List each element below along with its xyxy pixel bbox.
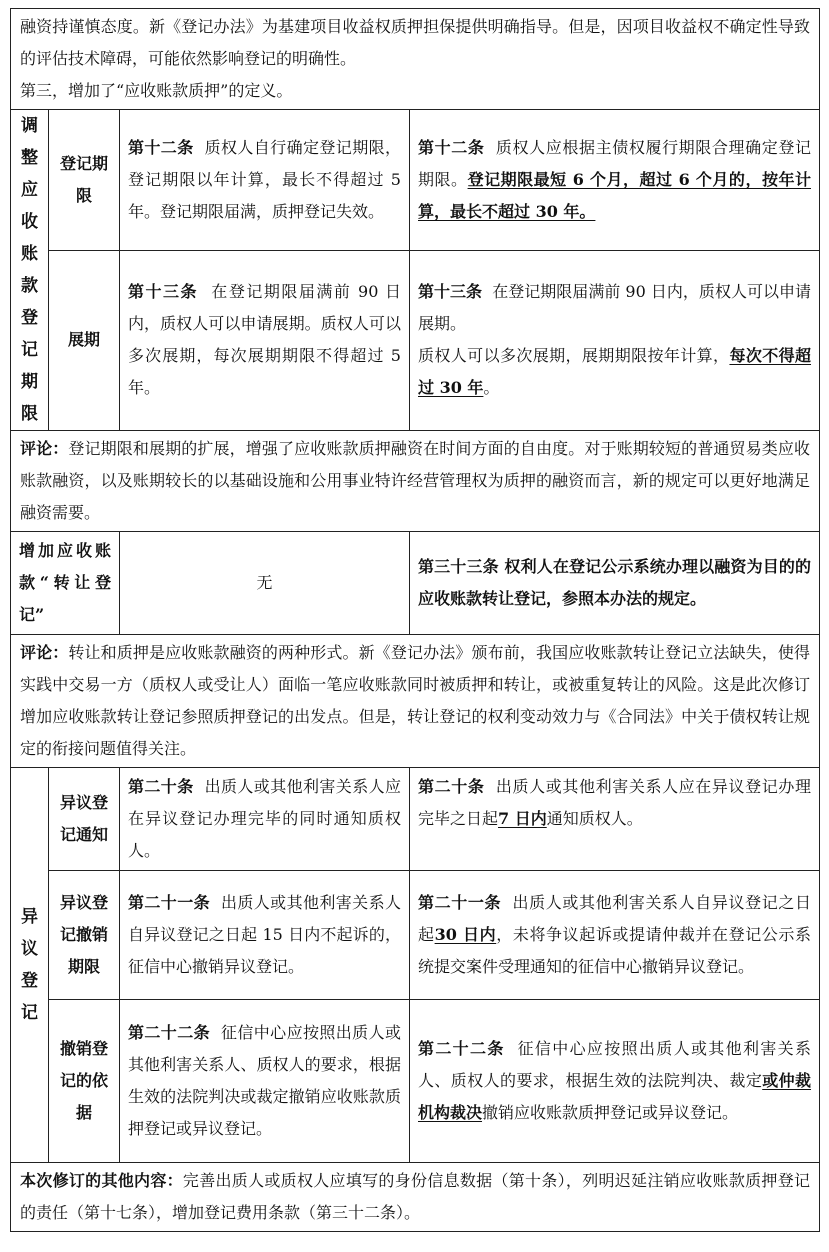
- intro-paragraph: 融资持谨慎态度。新《登记办法》为基建项目收益权质押担保提供明确指导。但是，因项目收益权不确定性导致的评估技术障碍，可能依然影响登记的明确性。: [20, 17, 811, 68]
- sec3-row-objection-notice: [11, 768, 820, 871]
- sec1-row-registration-period: [11, 110, 820, 251]
- old-text: 质权人自行确定登记期限，登记期限以年计算，最长不得超过 5 年。登记期限届满，质押登记失效。: [128, 137, 401, 221]
- old-article: 第十三条: [128, 282, 199, 302]
- sec2-comment: [11, 635, 820, 768]
- sec3-title-text: 异 议 登 记: [21, 907, 38, 1023]
- other-changes: [11, 1163, 820, 1232]
- sec3-row2-old: [120, 871, 410, 1000]
- new-highlight: 30 日内: [434, 925, 497, 944]
- intro-cell: [11, 9, 820, 110]
- new-highlight: 或仲裁机构裁决: [418, 1071, 812, 1122]
- sec3-row-cancel-basis: [11, 1000, 820, 1163]
- new-article: 第十二条: [418, 137, 485, 157]
- new-tail: 。: [483, 378, 500, 398]
- new-text: 在登记期限届满前 90 日内，质权人可以申请展期。: [418, 282, 811, 334]
- sec3-title: [11, 768, 49, 1163]
- document-page: [10, 8, 819, 1232]
- sec2-comment-row: [11, 635, 820, 768]
- old-text: 出质人或其他利害关系人应在异议登记办理完毕的同时通知质权人。: [128, 777, 401, 860]
- new-article: 第二十条: [418, 777, 485, 796]
- intro-row: [11, 9, 820, 110]
- new-text: 出质人或其他利害关系人自异议登记之日起: [418, 893, 811, 944]
- other-text: 完善出质人或质权人应填写的身份信息数据（第十条），列明迟延注销应收账款质押登记的责任（第十七条），增加登记费用条款（第三十二条）。: [20, 1171, 810, 1222]
- new-text-post: ，未将争议起诉或提请仲裁并在登记公示系统提交案件受理通知的征信中心撤销异议登记。: [418, 925, 812, 976]
- old-article: 第二十条: [128, 777, 194, 796]
- sec1-row2-old: [120, 250, 410, 430]
- new-highlight: 7 日内: [498, 809, 547, 828]
- new-text-post: 撤销应收账款质押登记或异议登记。: [482, 1103, 739, 1122]
- sec3-row2-label: 异议登记撤销期限: [49, 871, 120, 1000]
- old-article: 第二十二条: [128, 1023, 210, 1042]
- new-highlight: 每次不得超过 30 年: [418, 346, 812, 398]
- sec3-row1-old: [120, 768, 410, 871]
- sec1-row2-new: [410, 250, 820, 430]
- sec1-comment-row: [11, 431, 820, 532]
- regulation-comparison-table: [10, 8, 820, 1232]
- new-article: 第二十二条: [418, 1039, 505, 1058]
- new-highlight: 登记期限最短 6 个月，超过 6 个月的，按年计算，最长不超过 30 年。: [418, 169, 811, 221]
- sec1-title-text: 调 整 应 收 账 款 登 记 期 限: [21, 116, 38, 424]
- sec3-row1-new: [410, 768, 820, 871]
- sec3-row3-label: 撤销登记的依据: [49, 1000, 120, 1163]
- sec1-row-extension: [11, 250, 820, 430]
- sec3-row-objection-cancel-period: [11, 871, 820, 1000]
- new-text-2: 质权人可以多次展期，展期期限按年计算，: [418, 346, 730, 366]
- new-text: 质权人应根据主债权履行期限合理确定登记期限。: [418, 137, 812, 189]
- sec1-row2-label: 展期: [49, 250, 120, 430]
- sec1-title: [11, 110, 49, 431]
- new-text-post: 通知质权人。: [546, 809, 643, 828]
- sec3-row2-new: [410, 871, 820, 1000]
- sec1-row1-new: [410, 110, 820, 251]
- old-article: 第十二条: [128, 137, 194, 157]
- sec1-row1-old: [120, 110, 410, 251]
- old-text: 在登记期限届满前 90 日内，质权人可以申请展期。质权人可以多次展期，每次展期期限不得超过 5 年。: [128, 282, 401, 398]
- new-article: 第二十一条: [418, 893, 502, 912]
- old-text: 征信中心应按照出质人或其他利害关系人、质权人的要求，根据生效的法院判决或裁定撤销应收账款质押登记或异议登记。: [128, 1023, 401, 1138]
- sec2-row-transfer-registration: [11, 532, 820, 635]
- comment-text: 登记期限和展期的扩展，增强了应收账款质押融资在时间方面的自由度。对于账期较短的普通贸易类应收账款融资，以及账期较长的以基础设施和公用事业特许经营管理权为质押的融资而言，新的规定可以更好地满足融资需要。: [20, 439, 811, 522]
- sec1-row1-label: 登记期限: [49, 110, 120, 251]
- sec3-row3-new: [410, 1000, 820, 1163]
- comment-label: 评论：: [20, 439, 69, 458]
- new-text: 征信中心应按照出质人或其他利害关系人、质权人的要求，根据生效的法院判决、裁定: [418, 1039, 811, 1090]
- sec2-old: 无: [120, 532, 410, 635]
- sec1-comment: [11, 431, 820, 532]
- other-changes-row: [11, 1163, 820, 1232]
- sec3-row3-old: [120, 1000, 410, 1163]
- comment-text: 转让和质押是应收账款融资的两种形式。新《登记办法》颁布前，我国应收账款转让登记立法缺失，使得实践中交易一方（质权人或受让人）面临一笔应收账款同时被质押和转让，或被重复转让的风险。这是此次修订增加应收账款转让登记参照质押登记的出发点。但是，转让登记的权利变动效力与《合同法》中关于债权转让规定的衔接问题值得关注。: [20, 643, 811, 758]
- old-text: 出质人或其他利害关系人自异议登记之日起 15 日内不起诉的，征信中心撤销异议登记。: [128, 893, 401, 976]
- comment-label: 评论：: [20, 643, 69, 662]
- sec2-new: 第三十三条 权利人在登记公示系统办理以融资为目的的应收账款转让登记，参照本办法的规定。: [410, 532, 820, 635]
- sec3-row1-label: 异议登记通知: [49, 768, 120, 871]
- new-text: 出质人或其他利害关系人应在异议登记办理完毕之日起: [418, 777, 812, 828]
- old-article: 第二十一条: [128, 893, 210, 912]
- other-label: 本次修订的其他内容：: [20, 1171, 183, 1190]
- new-article: 第十三条: [418, 282, 483, 302]
- intro-third-point: 第三，增加了“应收账款质押”的定义。: [20, 81, 293, 100]
- sec2-title: 增加应收账款“转让登记”: [11, 532, 120, 635]
